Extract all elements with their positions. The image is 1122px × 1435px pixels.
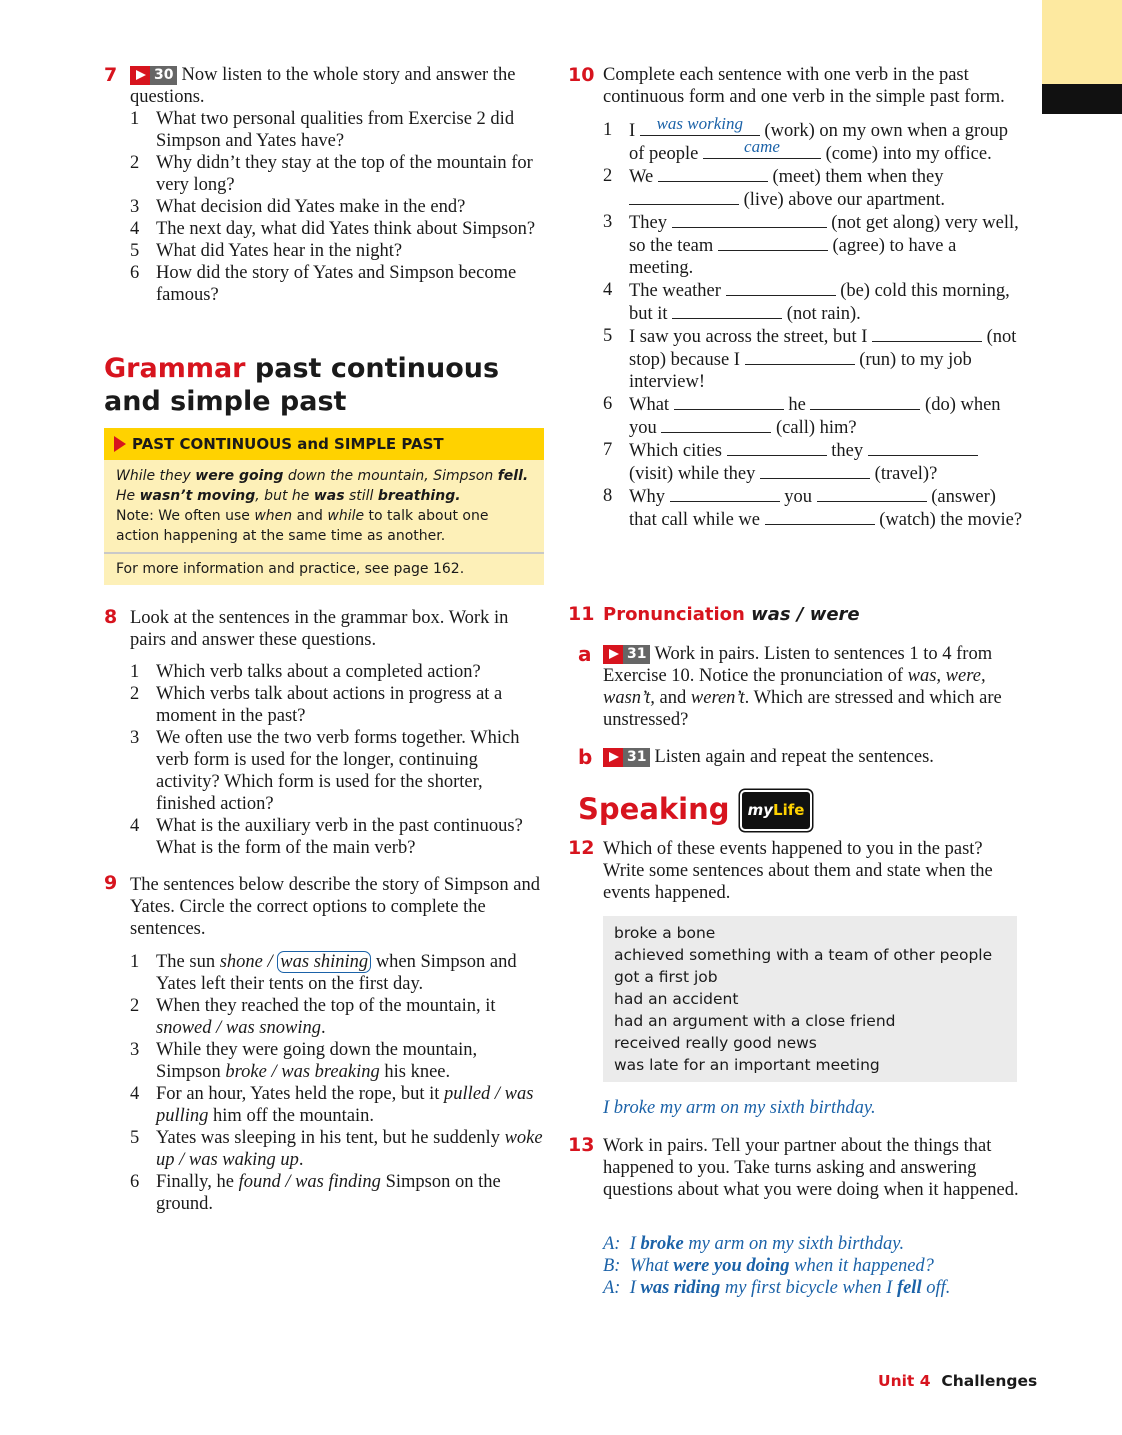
exercise-11-number: 11 (568, 603, 595, 625)
list-item: 6 What he (do) when you (call) him? (603, 394, 1001, 438)
list-item: 2 When they reached the top of the mountain, it snowed / was snowing. (130, 996, 496, 1038)
exercise-10-number: 10 (568, 64, 595, 86)
list-item: received really good news (614, 1034, 817, 1052)
page-corner-tab (1042, 0, 1122, 84)
grammar-note: Note: We often use when and while to talk about one action happening at the same time as another. (116, 508, 489, 544)
exercise-11a: 31 Work in pairs. Listen to sentences 1 to 4 from Exercise 10. Notice the pronunciation of was, were, wasn’t, and weren’t. Which are stressed and which are unstressed? (603, 644, 1002, 730)
list-item: 1 I was working (work) on my own when a group of people came (come) into my office. (603, 114, 1008, 164)
arrow-icon (114, 436, 126, 452)
audio-track-button[interactable]: 30 (130, 66, 177, 85)
answer-blank[interactable] (726, 279, 836, 296)
audio-track-button[interactable]: 31 (603, 748, 650, 767)
exercise-8-number: 8 (104, 606, 118, 628)
answer-blank[interactable] (810, 393, 920, 410)
answer-blank[interactable] (727, 439, 827, 456)
dialogue-line: A: I broke my arm on my sixth birthday. (603, 1234, 905, 1254)
exercise-12-example: I broke my arm on my sixth birthday. (603, 1098, 876, 1118)
list-item: 6 Finally, he found / was finding Simpson on the ground. (130, 1172, 501, 1214)
exercise-10-instruction: Complete each sentence with one verb in the past continuous form and one verb in the simple past form. (603, 65, 1005, 107)
events-box (603, 916, 1017, 1082)
page-footer: Unit 4 Challenges (878, 1372, 1038, 1390)
list-item: 5 What did Yates hear in the night? (130, 241, 403, 261)
exercise-13-instruction: Work in pairs. Tell your partner about the things that happened to you. Take turns asking and answering questions about what you were doing when it happened. (603, 1136, 1019, 1200)
answer-blank[interactable] (872, 325, 982, 342)
grammar-box (104, 428, 544, 585)
answer-blank[interactable] (674, 393, 784, 410)
answer-blank[interactable]: was working (640, 119, 760, 136)
answer-blank[interactable] (658, 165, 768, 182)
exercise-7-instruction: 30 Now listen to the whole story and answer the questions. (130, 65, 516, 107)
list-item: 2 We (meet) them when they (live) above our apartment. (603, 166, 945, 210)
list-item: broke a bone (614, 924, 716, 942)
list-item: 4 What is the auxiliary verb in the past continuous? What is the form of the main verb? (130, 816, 523, 858)
exercise-9-instruction: The sentences below describe the story of Simpson and Yates. Circle the correct options to complete the sentences. (130, 875, 540, 939)
list-item: 5 I saw you across the street, but I (not stop) because I (run) to my job interview! (603, 326, 1017, 392)
exercise-13-dialogue (603, 1233, 1023, 1299)
list-item: 4 The weather (be) cold this morning, but it (not rain). (603, 280, 1010, 324)
list-item: 8 Why you (answer) that call while we (watch) the movie? (603, 486, 1023, 530)
exercise-8 (130, 607, 545, 859)
mylife-badge: myLife (740, 790, 813, 831)
list-item: had an accident (614, 990, 739, 1008)
audio-track-button[interactable]: 31 (603, 645, 650, 664)
list-item: 7 Which cities they (visit) while they (travel)? (603, 439, 1023, 485)
answer-blank[interactable] (718, 234, 828, 251)
answer-blank[interactable] (765, 508, 875, 525)
speaking-heading: Speaking myLife (578, 790, 812, 831)
list-item: 3 While they were going down the mountain, Simpson broke / was breaking his knee. (130, 1040, 478, 1082)
list-item: was late for an important meeting (614, 1056, 880, 1074)
play-icon (603, 748, 623, 767)
grammar-example-1: While they were going down the mountain, Simpson fell. (116, 468, 529, 484)
answer-blank[interactable] (672, 211, 827, 228)
list-item: 1 The sun shone / was shining when Simpson and Yates left their tents on the first day. (130, 952, 517, 994)
list-item: 1 Which verb talks about a completed action? (130, 662, 481, 682)
page-corner-bar (1042, 84, 1122, 114)
exercise-11-heading: Pronunciation was / were (603, 604, 860, 625)
list-item: 2 Which verbs talk about actions in progress at a moment in the past? (130, 684, 503, 726)
grammar-example-2: He wasn’t moving, but he was still breathing. (116, 488, 461, 504)
list-item: 4 The next day, what did Yates think about Simpson? (130, 219, 536, 239)
exercise-11b-label: b (578, 745, 593, 769)
play-icon (130, 66, 150, 85)
exercise-12-number: 12 (568, 837, 595, 859)
list-item: got a first job (614, 968, 718, 986)
exercise-10 (603, 64, 1023, 531)
list-item: achieved something with a team of other people (614, 946, 993, 964)
exercise-9 (130, 874, 545, 1215)
grammar-heading: Grammar past continuous and simple past (104, 353, 500, 417)
list-item: 6 How did the story of Yates and Simpson become famous? (130, 263, 517, 305)
dialogue-line: A: I was riding my first bicycle when I fell off. (603, 1278, 951, 1298)
list-item: 3 They (not get along) very well, so the team (agree) to have a meeting. (603, 212, 1019, 278)
grammar-box-body (104, 460, 544, 552)
list-item: 3 What decision did Yates make in the end? (130, 197, 466, 217)
exercise-12-instruction: Which of these events happened to you in the past? Write some sentences about them and state when the events happened. (603, 839, 993, 903)
circled-answer[interactable]: was shining (277, 951, 371, 973)
answer-blank[interactable] (670, 485, 780, 502)
list-item: had an argument with a close friend (614, 1012, 896, 1030)
answer-blank[interactable] (760, 462, 870, 479)
list-item: 5 Yates was sleeping in his tent, but he suddenly woke up / was waking up. (130, 1128, 543, 1170)
grammar-box-footer: For more information and practice, see page 162. (104, 552, 544, 584)
exercise-11a-label: a (578, 642, 592, 666)
exercise-8-instruction: Look at the sentences in the grammar box. Work in pairs and answer these questions. (130, 608, 509, 650)
answer-blank[interactable]: came (703, 142, 821, 159)
list-item: 4 For an hour, Yates held the rope, but it pulled / was pulling him off the mountain. (130, 1084, 534, 1126)
answer-blank[interactable] (817, 485, 927, 502)
answer-blank[interactable] (868, 439, 978, 456)
list-item: 1 What two personal qualities from Exercise 2 did Simpson and Yates have? (130, 109, 515, 151)
dialogue-line: B: What were you doing when it happened? (603, 1256, 934, 1276)
answer-blank[interactable] (661, 416, 771, 433)
exercise-9-number: 9 (104, 872, 118, 894)
answer-blank[interactable] (672, 302, 782, 319)
play-icon (603, 645, 623, 664)
exercise-7 (130, 64, 545, 306)
list-item: 2 Why didn’t they stay at the top of the mountain for very long? (130, 153, 533, 195)
grammar-box-header: PAST CONTINUOUS and SIMPLE PAST (104, 428, 544, 460)
answer-blank[interactable] (745, 348, 855, 365)
exercise-7-number: 7 (104, 64, 118, 86)
list-item: 3 We often use the two verb forms together. Which verb form is used for the longer, continuing activity? Which form is used for the shorter, finished action? (130, 728, 520, 814)
exercise-13-number: 13 (568, 1134, 595, 1156)
answer-blank[interactable] (629, 188, 739, 205)
exercise-11b: 31 Listen again and repeat the sentences. (603, 746, 1023, 768)
